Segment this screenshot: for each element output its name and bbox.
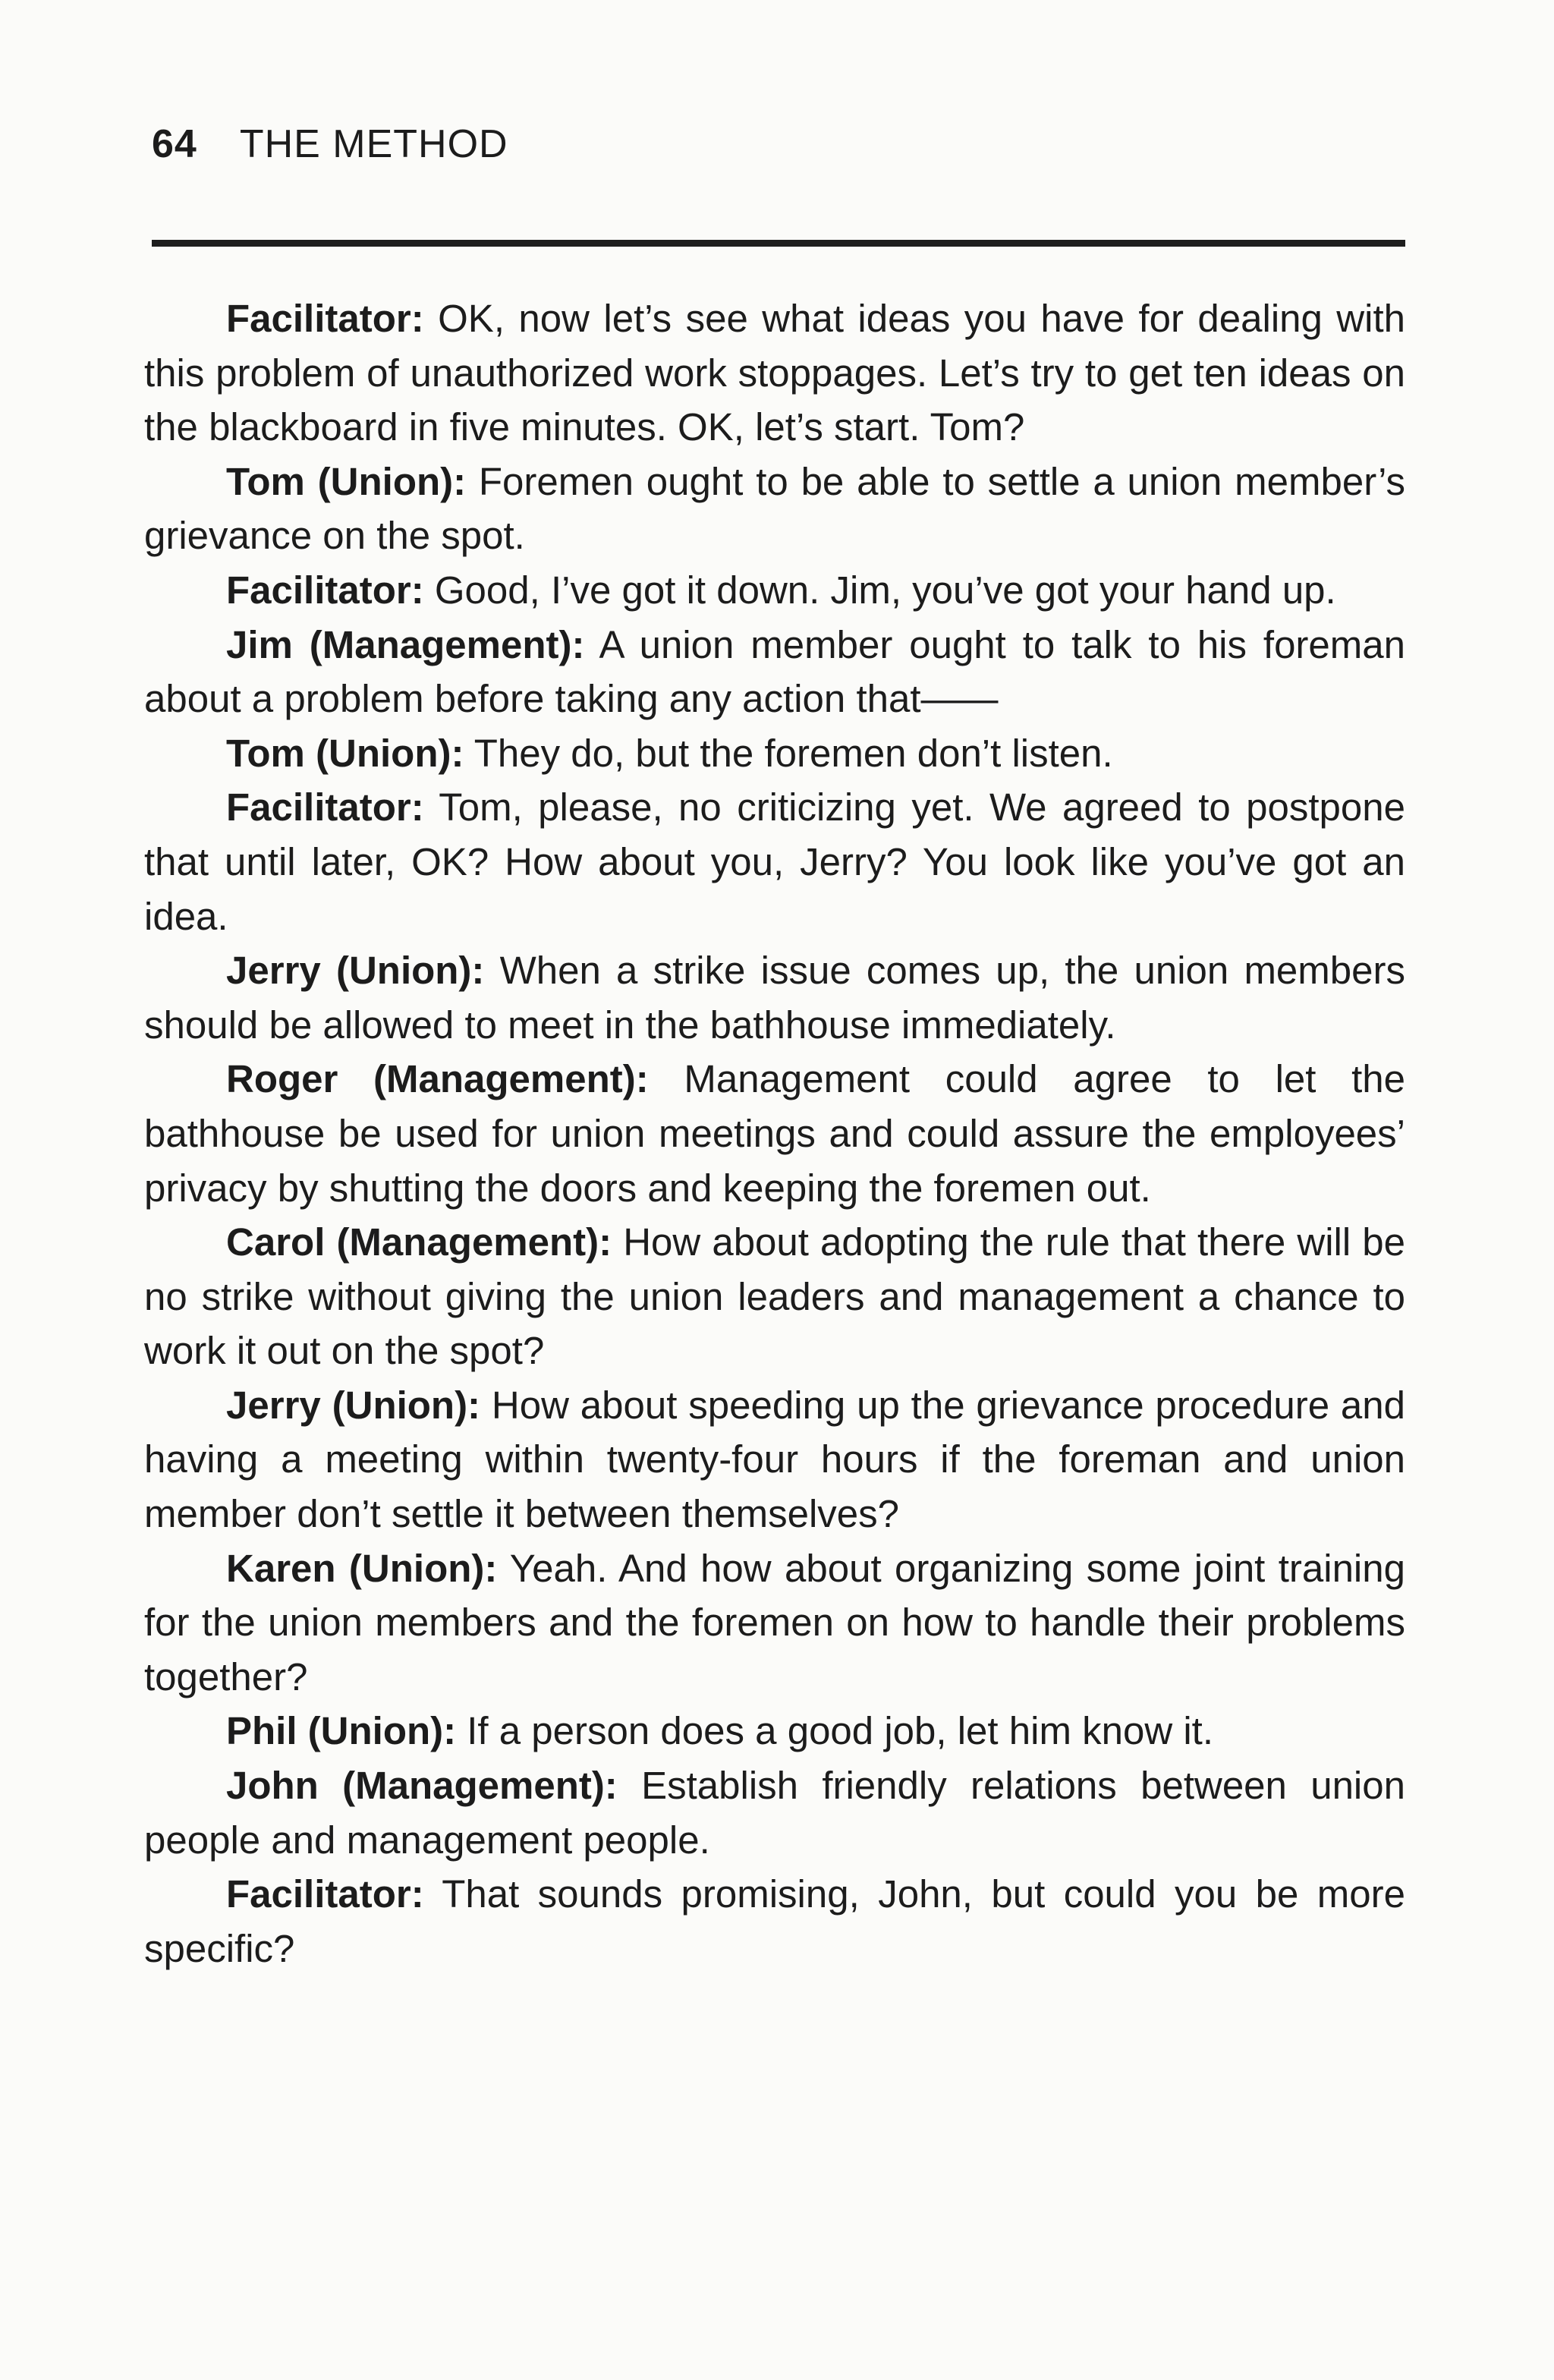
spoken-text: They do, but the foremen don’t listen. <box>473 731 1113 775</box>
dialogue-line <box>144 1378 1405 1541</box>
spoken-text: Management could agree to let the bathhouse be used for union meetings and could assure the employees’ privacy by shutting the doors and keeping the foremen out. <box>144 1057 1405 1210</box>
speaker-label: Phil (Union): <box>226 1709 457 1753</box>
speaker-label: Jerry (Union): <box>226 1383 481 1427</box>
spoken-text: Tom, please, no criticizing yet. We agreed to postpone that until later, OK? How about you, Jerry? You look like you’ve got an idea. <box>144 785 1406 938</box>
dialogue-line <box>144 291 1405 455</box>
spoken-text: Foremen ought to be able to settle a union member’s grievance on the spot. <box>144 459 1405 558</box>
dialogue-line <box>144 1704 1405 1758</box>
speaker-label: Carol (Management): <box>226 1220 612 1264</box>
speaker-label: Roger (Management): <box>226 1057 649 1101</box>
spoken-text: That sounds promising, John, but could you be more specific? <box>144 1872 1406 1970</box>
dialogue-line <box>144 1052 1405 1215</box>
dialogue-line <box>144 1541 1405 1705</box>
speaker-label: Facilitator: <box>226 785 424 830</box>
running-title: THE METHOD <box>239 122 508 166</box>
speaker-label: Jim (Management): <box>226 622 585 666</box>
speaker-label: Jerry (Union): <box>226 949 485 993</box>
dialogue-line <box>144 1758 1405 1867</box>
dialogue-line <box>144 455 1405 563</box>
spoken-text: Yeah. And how about organizing some joint training for the union members and the foremen on how to handle their problems together? <box>144 1546 1405 1698</box>
header-rule <box>152 240 1405 247</box>
spoken-text: OK, now let’s see what ideas you have for dealing with this problem of unauthorized work stoppages. Let’s try to get ten ideas on the blackboard in five minutes. OK, let’s start. Tom? <box>144 297 1405 449</box>
speaker-label: Karen (Union): <box>226 1546 498 1590</box>
dialogue-line <box>144 563 1405 618</box>
dialogue-line <box>144 780 1405 943</box>
page-number: 64 <box>152 122 197 166</box>
speaker-label: Facilitator: <box>226 297 424 340</box>
spoken-text: How about adopting the rule that there will be no strike without giving the union leaders and management a chance to work it out on the spot? <box>144 1220 1405 1373</box>
speaker-label: Tom (Union): <box>226 731 464 775</box>
speaker-label: Facilitator: <box>226 1872 424 1916</box>
dialogue-line <box>144 1867 1405 1975</box>
dialogue-line <box>144 618 1405 726</box>
dialogue-line <box>144 1215 1405 1378</box>
running-header <box>152 121 508 167</box>
speaker-label: John (Management): <box>226 1764 618 1808</box>
speaker-label: Tom (Union): <box>226 459 467 503</box>
spoken-text: Establish friendly relations between union people and management people. <box>144 1764 1405 1862</box>
speaker-label: Facilitator: <box>226 568 424 612</box>
spoken-text: If a person does a good job, let him know it. <box>467 1709 1214 1753</box>
dialogue-body <box>144 291 1405 1975</box>
spoken-text: A union member ought to talk to his foreman about a problem before taking any action that—— <box>144 622 1405 721</box>
spoken-text: When a strike issue comes up, the union members should be allowed to meet in the bathhouse immediately. <box>144 949 1405 1047</box>
dialogue-line <box>144 943 1405 1052</box>
spoken-text: Good, I’ve got it down. Jim, you’ve got your hand up. <box>434 568 1336 612</box>
spoken-text: How about speeding up the grievance procedure and having a meeting within twenty-four hours if the foreman and union member don’t settle it between themselves? <box>144 1383 1405 1536</box>
dialogue-line <box>144 726 1405 781</box>
